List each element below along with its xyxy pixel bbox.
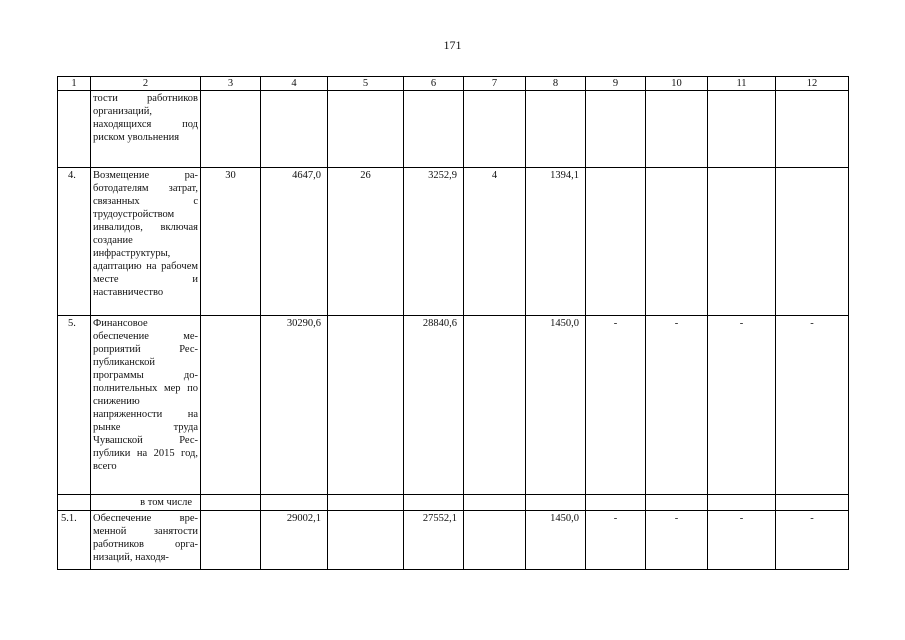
column-header: 5 xyxy=(328,77,404,91)
table-cell xyxy=(708,495,776,511)
table-cell xyxy=(586,168,646,316)
table-cell: 4 xyxy=(464,168,526,316)
table-cell xyxy=(708,168,776,316)
column-header: 1 xyxy=(58,77,91,91)
row-number: 5. xyxy=(58,316,91,495)
table-cell: 1450,0 xyxy=(526,316,586,495)
table-cell xyxy=(261,495,328,511)
page-number: 171 xyxy=(443,38,462,52)
table-cell xyxy=(404,91,464,168)
column-header: 3 xyxy=(201,77,261,91)
column-header: 11 xyxy=(708,77,776,91)
table-cell: - xyxy=(586,511,646,570)
table-cell xyxy=(464,316,526,495)
table-cell xyxy=(526,91,586,168)
table-cell xyxy=(328,495,404,511)
table-cell xyxy=(404,495,464,511)
table-cell: 30 xyxy=(201,168,261,316)
row-number xyxy=(58,91,91,168)
table-cell xyxy=(201,91,261,168)
table-cell xyxy=(646,91,708,168)
column-header: 8 xyxy=(526,77,586,91)
table-cell xyxy=(464,495,526,511)
row-name: тости работников организаций, находящихся под риском увольнения xyxy=(91,91,201,168)
column-header: 6 xyxy=(404,77,464,91)
column-header: 9 xyxy=(586,77,646,91)
table-cell xyxy=(586,495,646,511)
table-cell: - xyxy=(586,316,646,495)
table-cell: 27552,1 xyxy=(404,511,464,570)
row-name: Обеспечение временной занятости работников организаций, находя- xyxy=(91,511,201,570)
table-row xyxy=(58,511,849,570)
row-name: Финансовое обеспечение мероприятий Республиканской программы дополнительных мер по снижению напряженности на рынке труда Чувашской Республики на 2015 год, всего xyxy=(91,316,201,495)
table-cell: 3252,9 xyxy=(404,168,464,316)
table-cell: - xyxy=(646,511,708,570)
row-name: Возмещение работодателям затрат, связанных с трудоустройством инвалидов, включая создание инфраструктуры, адаптацию на рабочем месте и наставничество xyxy=(91,168,201,316)
table-row xyxy=(58,91,849,168)
table-cell xyxy=(464,91,526,168)
table-cell xyxy=(776,495,849,511)
table-header-row xyxy=(58,77,849,91)
table-row xyxy=(58,495,849,511)
table-row xyxy=(58,168,849,316)
table-cell xyxy=(201,511,261,570)
column-header: 4 xyxy=(261,77,328,91)
row-number: 5.1. xyxy=(58,511,91,570)
table-cell xyxy=(328,511,404,570)
column-header: 7 xyxy=(464,77,526,91)
table-cell xyxy=(776,91,849,168)
table-cell: 30290,6 xyxy=(261,316,328,495)
table-cell xyxy=(328,91,404,168)
table-cell: 29002,1 xyxy=(261,511,328,570)
table-row xyxy=(58,316,849,495)
table-cell: - xyxy=(776,511,849,570)
table-cell: - xyxy=(708,511,776,570)
table-cell: - xyxy=(776,316,849,495)
table-cell xyxy=(586,91,646,168)
table-cell xyxy=(646,495,708,511)
table-cell xyxy=(328,316,404,495)
column-header: 12 xyxy=(776,77,849,91)
column-header: 2 xyxy=(91,77,201,91)
row-name: в том числе xyxy=(91,495,201,511)
row-number: 4. xyxy=(58,168,91,316)
table-cell: 1394,1 xyxy=(526,168,586,316)
table-cell xyxy=(526,495,586,511)
table-cell xyxy=(464,511,526,570)
row-number xyxy=(58,495,91,511)
table-cell xyxy=(776,168,849,316)
table-cell: 1450,0 xyxy=(526,511,586,570)
table-cell xyxy=(708,91,776,168)
table-cell xyxy=(201,495,261,511)
table-cell: - xyxy=(646,316,708,495)
table-cell: 26 xyxy=(328,168,404,316)
table-cell: - xyxy=(708,316,776,495)
table-cell xyxy=(261,91,328,168)
budget-table xyxy=(57,76,849,570)
table-cell xyxy=(201,316,261,495)
column-header: 10 xyxy=(646,77,708,91)
table-cell: 28840,6 xyxy=(404,316,464,495)
table-cell: 4647,0 xyxy=(261,168,328,316)
table-cell xyxy=(646,168,708,316)
